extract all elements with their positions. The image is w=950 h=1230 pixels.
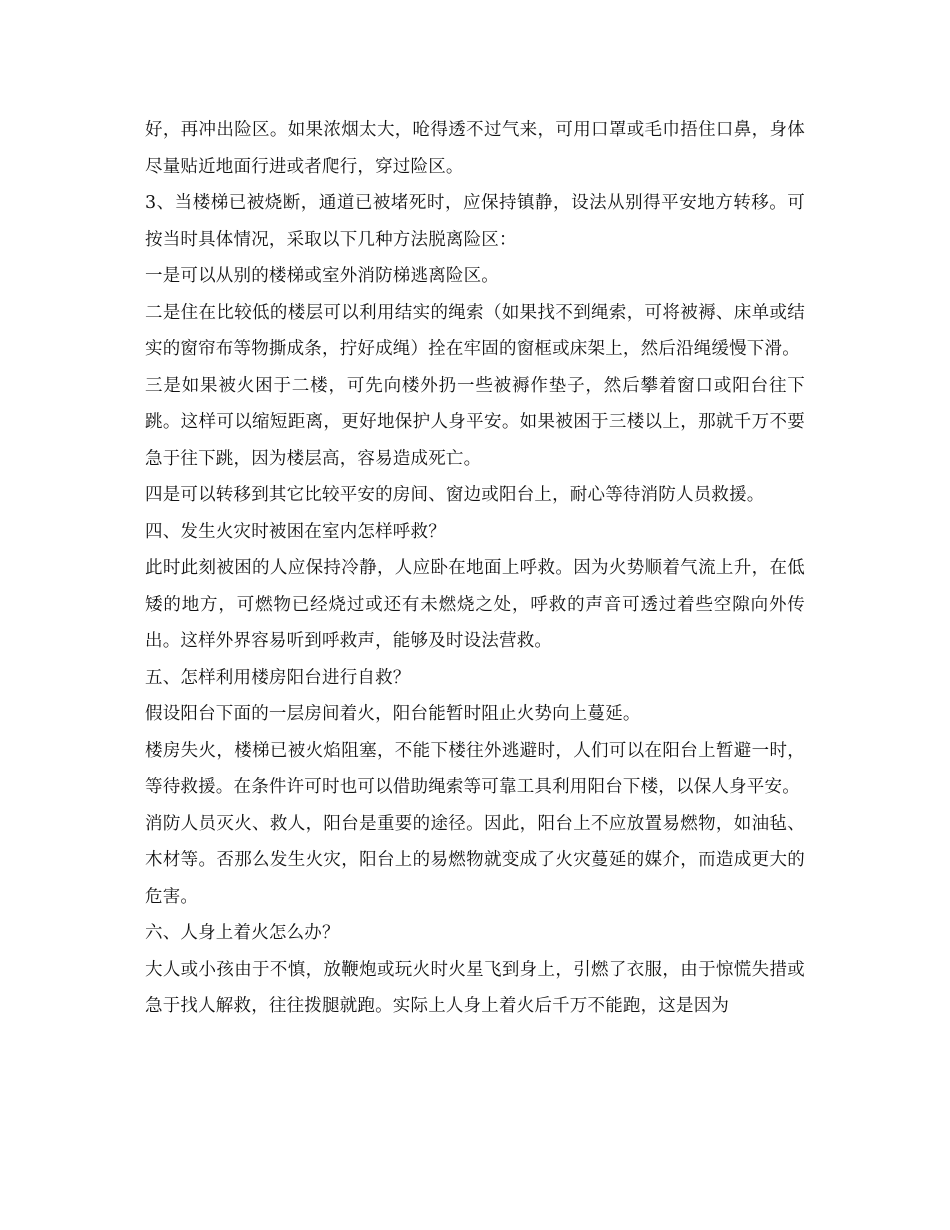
paragraph-8: 此时此刻被困的人应保持冷静，人应卧在地面上呼救。因为火势顺着气流上升，在低矮的地方，可燃物已经烧过或还有未燃烧之处，呼救的声音可透过着些空隙向外传出。这样外界容易听到呼救声，能够及时设法营救。: [145, 558, 805, 651]
document-body: [145, 112, 805, 1025]
section-heading-5: 五、怎样利用楼房阳台进行自救？: [145, 667, 411, 688]
paragraph-3: 一是可以从别的楼梯或室外消防梯逃离险区。: [145, 266, 499, 286]
paragraph-5: 三是如果被火困于二楼，可先向楼外扔一些被褥作垫子，然后攀着窗口或阳台往下跳。这样可以缩短距离，更好地保护人身平安。如果被困于三楼以上，那就千万不要急于往下跳，因为楼层高，容易造成死亡。: [145, 375, 805, 469]
paragraph-14: 大人或小孩由于不慎，放鞭炮或玩火时火星飞到身上，引燃了衣服，由于惊慌失措或急于找人解救，往往拨腿就跑。实际上人身上着火后千万不能跑，这是因为: [145, 959, 805, 1016]
paragraph-2: 3、当楼梯已被烧断，通道已被堵死时，应保持镇静，设法从别得平安地方转移。可按当时具体情况，采取以下几种方法脱离险区：: [145, 193, 805, 250]
paragraph-1: 好，再冲出险区。如果浓烟太大，呛得透不过气来，可用口罩或毛巾捂住口鼻，身体尽量贴近地面行进或者爬行，穿过险区。: [145, 120, 805, 177]
paragraph-4: 二是住在比较低的楼层可以利用结实的绳索（如果找不到绳索，可将被褥、床单或结实的窗帘布等物撕成条，拧好成绳）拴在牢固的窗框或床架上，然后沿绳缓慢下滑。: [145, 302, 805, 359]
section-heading-6: 六、人身上着火怎么办？: [145, 923, 340, 943]
paragraph-12: 消防人员灭火、救人，阳台是重要的途径。因此，阳台上不应放置易燃物，如油毡、木材等。否那么发生火灾，阳台上的易燃物就变成了火灾蔓延的媒介，而造成更大的危害。: [145, 813, 805, 907]
paragraph-10: 假设阳台下面的一层房间着火，阳台能暂时阻止火势向上蔓延。: [145, 704, 641, 724]
section-heading-4: 四、发生火灾时被困在室内怎样呼救？: [145, 521, 446, 542]
paragraph-6: 四是可以转移到其它比较平安的房间、窗边或阳台上，耐心等待消防人员救援。: [145, 485, 765, 505]
paragraph-11: 楼房失火，楼梯已被火焰阻塞，不能下楼往外逃避时，人们可以在阳台上暂避一时，等待救援。在条件许可时也可以借助绳索等可靠工具利用阳台下楼，以保人身平安。: [145, 740, 805, 797]
